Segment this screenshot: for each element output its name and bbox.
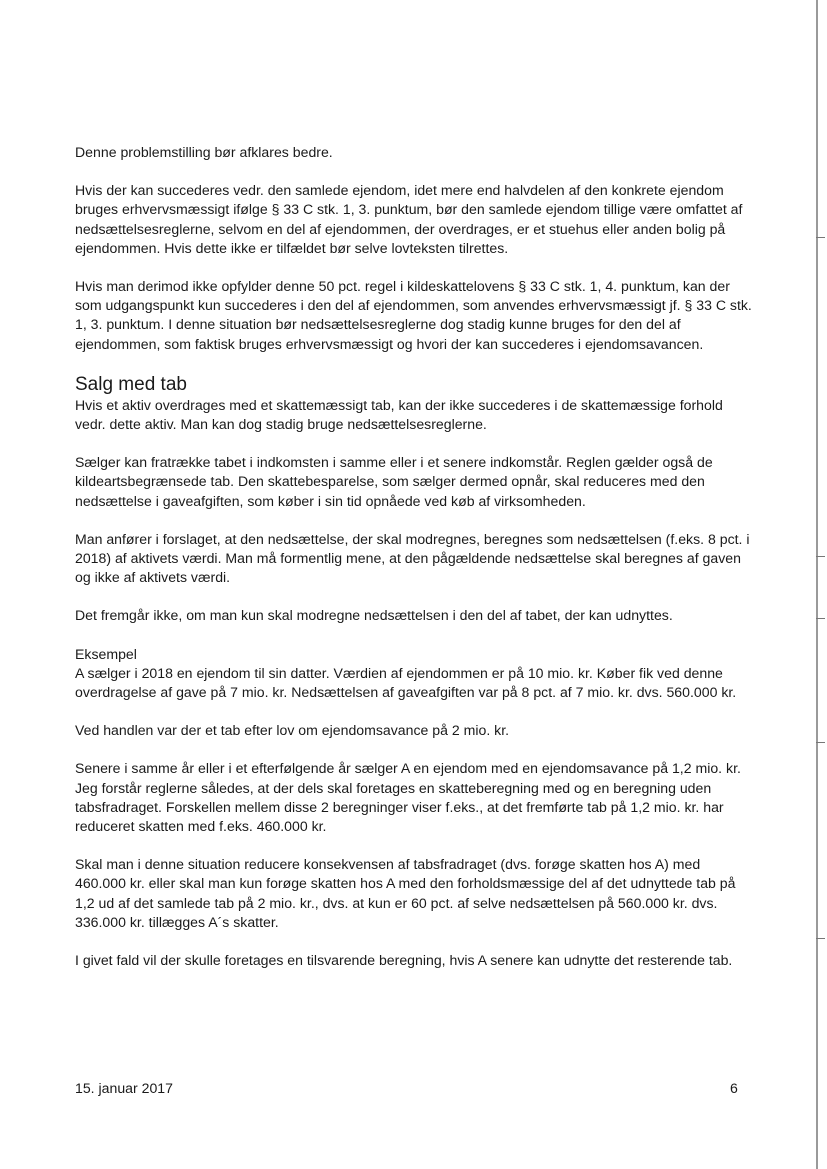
paragraph: Det fremgår ikke, om man kun skal modregne nedsættelsen i den del af tabet, der kan udnyttes. bbox=[75, 607, 673, 624]
scan-edge-line bbox=[816, 0, 818, 1169]
paragraph: Ved handlen var der et tab efter lov om ejendomsavance på 2 mio. kr. bbox=[75, 722, 510, 739]
paragraph: Man anfører i forslaget, at den nedsættelse, der skal modregnes, beregnes som nedsættelsen (f.eks. 8 pct. i 2018) af aktivets værdi. Man må formentlig mene, at den pågældende nedsættelse skal beregnes af gaven og ikke af aktivets værdi. bbox=[75, 530, 750, 586]
document-body bbox=[75, 143, 755, 989]
example-label: Eksempel bbox=[75, 645, 137, 662]
paragraph: Hvis der kan succederes vedr. den samlede ejendom, idet mere end halvdelen af den konkrete ejendom bruges erhvervsmæssigt ifølge § 33 C stk. 1, 3. punktum, bør den samlede ejendom tillige være omfattet af nedsættelsesreglerne, selvom en del af ejendommen, der overdrages, er et stuehus eller anden bolig på ejendommen. Hvis dette ikke er tilfældet bør selve lovteksten tilrettes. bbox=[75, 182, 743, 256]
page-number: 6 bbox=[730, 1080, 738, 1096]
paragraph: I givet fald vil der skulle foretages en tilsvarende beregning, hvis A senere kan udnytte det resterende tab. bbox=[75, 952, 733, 969]
edge-tick bbox=[816, 742, 825, 743]
paragraph: Sælger kan fratrække tabet i indkomsten i samme eller i et senere indkomstår. Reglen gælder også de kildeartsbegrænsede tab. Den skattebesparelse, som sælger dermed opnår, skal reduceres med den nedsættelse i gaveafgiften, som køber i sin tid opnåede ved køb af virksomheden. bbox=[75, 454, 713, 509]
footer-date: 15. januar 2017 bbox=[75, 1080, 173, 1096]
edge-tick bbox=[816, 938, 825, 939]
edge-tick bbox=[816, 237, 825, 238]
edge-tick bbox=[816, 556, 825, 557]
paragraph: Denne problemstilling bør afklares bedre. bbox=[75, 144, 333, 160]
paragraph: Hvis man derimod ikke opfylder denne 50 pct. regel i kildeskattelovens § 33 C stk. 1, 4. punktum, kan der som udgangspunkt kun succederes i den del af ejendommen, som anvendes erhvervsmæssigt jf. § 33 C stk. 1, 3. punktum. I denne situation bør nedsættelsesreglerne dog stadig kunne bruges for den del af ejendommen, som faktisk bruges erhvervsmæssigt og hvori der kan succederes i ejendomsavancen. bbox=[75, 278, 752, 352]
paragraph: Hvis et aktiv overdrages med et skattemæssigt tab, kan der ikke succederes i de skattemæssige forhold vedr. dette aktiv. Man kan dog stadig bruge nedsættelsesreglerne. bbox=[75, 396, 723, 433]
section-heading: Salg med tab bbox=[75, 373, 187, 395]
paragraph: Senere i samme år eller i et efterfølgende år sælger A en ejendom med en ejendomsavance på 1,2 mio. kr. Jeg forstår reglerne således, at der dels skal foretages en skatteberegning med og en beregning uden tabsfradraget. Forskellen mellem disse 2 beregninger viser f.eks., at det fremførte tab på 1,2 mio. kr. har reduceret skatten med f.eks. 460.000 kr. bbox=[75, 760, 741, 835]
edge-tick bbox=[816, 618, 825, 619]
paragraph: A sælger i 2018 en ejendom til sin datter. Værdien af ejendommen er på 10 mio. kr. Køber fik ved denne overdragelse af gave på 7 mio. kr. Nedsættelsen af gaveafgiften var på 8 pct. af 7 mio. kr. dvs. 560.000 kr. bbox=[75, 664, 737, 701]
paragraph: Skal man i denne situation reducere konsekvensen af tabsfradraget (dvs. forøge skatten hos A) med 460.000 kr. eller skal man kun forøge skatten hos A med den forholdsmæssige del af det udnyttede tab på 1,2 ud af det samlede tab på 2 mio. kr., dvs. at kun er 60 pct. af selve nedsættelsen på 560.000 kr. dvs. 336.000 kr. tillægges A´s skatter. bbox=[75, 856, 736, 930]
